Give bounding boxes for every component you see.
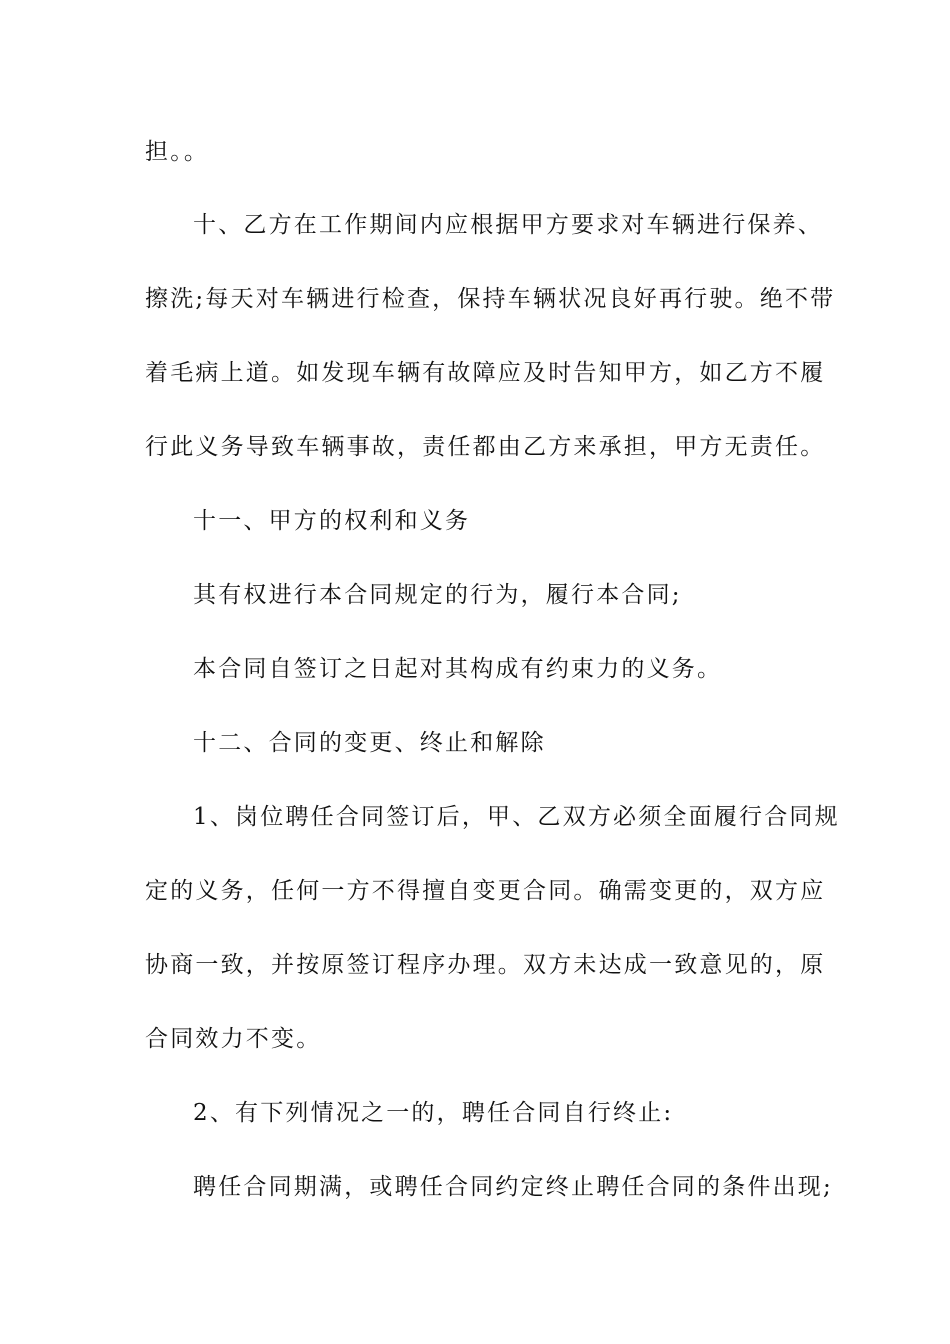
text-line-1: 担。。 [145,139,210,165]
clause-eleven-item-2: 本合同自签订之日起对其构成有约束力的义务。 [193,656,723,682]
clause-ten-line-4: 行此义务导致车辆事故，责任都由乙方来承担，甲方无责任。 [145,434,826,460]
clause-twelve-item-1-line-3: 协商一致，并按原签订程序办理。双方未达成一致意见的，原 [145,952,826,978]
clause-eleven-heading: 十一、甲方的权利和义务 [193,508,471,534]
clause-twelve-item-1-line-2: 定的义务，任何一方不得擅自变更合同。确需变更的，双方应 [145,878,826,904]
clause-twelve-item-1-line-4: 合同效力不变。 [145,1026,322,1052]
clause-twelve-item-2-heading: 2、有下列情况之一的，聘任合同自行终止: [193,1100,674,1126]
clause-ten-line-2: 擦洗;每天对车辆进行检查，保持车辆状况良好再行驶。绝不带 [145,286,836,312]
clause-twelve-heading: 十二、合同的变更、终止和解除 [193,730,546,756]
clause-ten-line-1: 十、乙方在工作期间内应根据甲方要求对车辆进行保养、 [193,212,823,238]
clause-twelve-item-1-line-1: 1、岗位聘任合同签订后，甲、乙双方必须全面履行合同规 [193,804,840,830]
clause-eleven-item-1: 其有权进行本合同规定的行为，履行本合同; [193,582,682,608]
clause-ten-line-3: 着毛病上道。如发现车辆有故障应及时告知甲方，如乙方不履 [145,360,826,386]
clause-twelve-item-2-condition-1: 聘任合同期满，或聘任合同约定终止聘任合同的条件出现; [193,1174,833,1200]
